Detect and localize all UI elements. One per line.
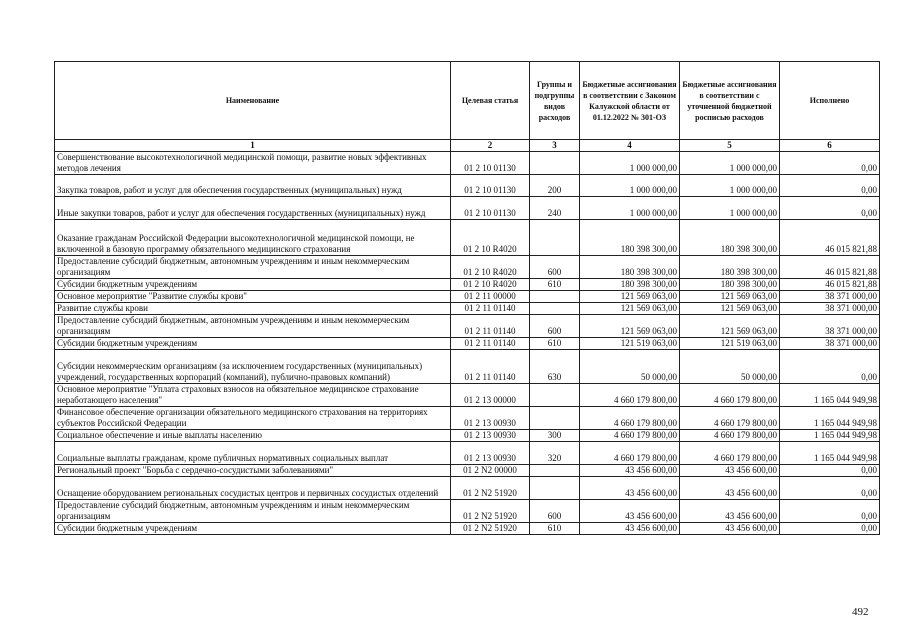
row-law-allocation: 121 569 063,00 bbox=[580, 303, 680, 315]
row-name: Субсидии бюджетным учреждениям bbox=[55, 279, 451, 291]
row-executed: 46 015 821,88 bbox=[780, 279, 880, 291]
row-executed: 0,00 bbox=[780, 197, 880, 220]
row-target: 01 2 11 01140 bbox=[451, 315, 530, 338]
row-executed: 38 371 000,00 bbox=[780, 338, 880, 350]
row-group: 610 bbox=[530, 523, 580, 535]
row-group: 600 bbox=[530, 315, 580, 338]
table-row bbox=[55, 256, 880, 279]
row-name: Субсидии некоммерческим организациям (за исключением государственных (муниципальных) учреждений, государственных корпораций (компаний), публично-правовых компаний) bbox=[55, 350, 451, 384]
table-row bbox=[55, 350, 880, 384]
row-law-allocation: 43 456 600,00 bbox=[580, 477, 680, 500]
row-law-allocation: 180 398 300,00 bbox=[580, 279, 680, 291]
row-executed: 0,00 bbox=[780, 152, 880, 175]
row-group bbox=[530, 152, 580, 175]
header-target: Целевая статья bbox=[451, 62, 530, 140]
row-revised-allocation: 43 456 600,00 bbox=[680, 465, 780, 477]
row-executed: 0,00 bbox=[780, 500, 880, 523]
header-group: Группы и подгруппы видов расходов bbox=[530, 62, 580, 140]
row-executed: 0,00 bbox=[780, 350, 880, 384]
row-target: 01 2 11 01140 bbox=[451, 303, 530, 315]
row-target: 01 2 10 01130 bbox=[451, 175, 530, 197]
header-name: Наименование bbox=[55, 62, 451, 140]
row-revised-allocation: 180 398 300,00 bbox=[680, 256, 780, 279]
row-name: Оказание гражданам Российской Федерации высокотехнологичной медицинской помощи, не включенной в базовую программу обязательного медицинского страхования bbox=[55, 220, 451, 256]
row-name: Финансовое обеспечение организации обязательного медицинского страхования на территориях субъектов Российской Федерации bbox=[55, 407, 451, 430]
row-revised-allocation: 121 519 063,00 bbox=[680, 338, 780, 350]
row-name: Развитие службы крови bbox=[55, 303, 451, 315]
page-number: 492 bbox=[852, 606, 869, 618]
row-target: 01 2 11 00000 bbox=[451, 291, 530, 303]
column-number: 1 bbox=[55, 140, 451, 152]
row-target: 01 2 N2 51920 bbox=[451, 500, 530, 523]
column-number: 5 bbox=[680, 140, 780, 152]
row-name: Субсидии бюджетным учреждениям bbox=[55, 338, 451, 350]
table-row bbox=[55, 152, 880, 175]
row-group: 600 bbox=[530, 500, 580, 523]
table-row bbox=[55, 175, 880, 197]
row-name: Оснащение оборудованием региональных сосудистых центров и первичных сосудистых отделений bbox=[55, 477, 451, 500]
row-target: 01 2 13 00000 bbox=[451, 384, 530, 407]
row-revised-allocation: 1 000 000,00 bbox=[680, 175, 780, 197]
row-target: 01 2 10 01130 bbox=[451, 197, 530, 220]
row-name: Предоставление субсидий бюджетным, автономным учреждениям и иным некоммерческим организациям bbox=[55, 500, 451, 523]
table-row bbox=[55, 477, 880, 500]
row-target: 01 2 13 00930 bbox=[451, 442, 530, 465]
table-row bbox=[55, 291, 880, 303]
row-revised-allocation: 4 660 179 800,00 bbox=[680, 442, 780, 465]
table-header bbox=[55, 62, 880, 152]
table-row bbox=[55, 220, 880, 256]
row-target: 01 2 13 00930 bbox=[451, 430, 530, 442]
row-revised-allocation: 180 398 300,00 bbox=[680, 279, 780, 291]
row-executed: 38 371 000,00 bbox=[780, 291, 880, 303]
row-group: 300 bbox=[530, 430, 580, 442]
row-name: Субсидии бюджетным учреждениям bbox=[55, 523, 451, 535]
row-group bbox=[530, 477, 580, 500]
column-number: 2 bbox=[451, 140, 530, 152]
table-row bbox=[55, 442, 880, 465]
row-revised-allocation: 43 456 600,00 bbox=[680, 477, 780, 500]
row-executed: 1 165 044 949,98 bbox=[780, 442, 880, 465]
row-target: 01 2 11 01140 bbox=[451, 338, 530, 350]
row-law-allocation: 121 569 063,00 bbox=[580, 315, 680, 338]
row-law-allocation: 1 000 000,00 bbox=[580, 197, 680, 220]
row-target: 01 2 10 R4020 bbox=[451, 220, 530, 256]
row-revised-allocation: 43 456 600,00 bbox=[680, 523, 780, 535]
table-row bbox=[55, 279, 880, 291]
row-law-allocation: 1 000 000,00 bbox=[580, 175, 680, 197]
row-target: 01 2 10 R4020 bbox=[451, 256, 530, 279]
header-revised-allocations: Бюджетные ассигнования в соответствии с уточненной бюджетной росписью расходов bbox=[680, 62, 780, 140]
row-executed: 0,00 bbox=[780, 477, 880, 500]
row-revised-allocation: 4 660 179 800,00 bbox=[680, 407, 780, 430]
row-revised-allocation: 43 456 600,00 bbox=[680, 500, 780, 523]
row-target: 01 2 N2 51920 bbox=[451, 477, 530, 500]
row-executed: 46 015 821,88 bbox=[780, 256, 880, 279]
row-law-allocation: 121 519 063,00 bbox=[580, 338, 680, 350]
row-law-allocation: 4 660 179 800,00 bbox=[580, 430, 680, 442]
row-group: 320 bbox=[530, 442, 580, 465]
row-name: Региональный проект "Борьба с сердечно-сосудистыми заболеваниями" bbox=[55, 465, 451, 477]
row-revised-allocation: 121 569 063,00 bbox=[680, 303, 780, 315]
row-group bbox=[530, 220, 580, 256]
row-executed: 46 015 821,88 bbox=[780, 220, 880, 256]
row-group bbox=[530, 465, 580, 477]
row-group: 630 bbox=[530, 350, 580, 384]
row-revised-allocation: 4 660 179 800,00 bbox=[680, 384, 780, 407]
budget-table bbox=[54, 61, 880, 535]
row-executed: 0,00 bbox=[780, 523, 880, 535]
row-law-allocation: 180 398 300,00 bbox=[580, 220, 680, 256]
row-revised-allocation: 50 000,00 bbox=[680, 350, 780, 384]
header-executed: Исполнено bbox=[780, 62, 880, 140]
row-name: Основное мероприятие "Уплата страховых взносов на обязательное медицинское страхование неработающего населения" bbox=[55, 384, 451, 407]
row-name: Совершенствование высокотехнологичной медицинской помощи, развитие новых эффективных методов лечения bbox=[55, 152, 451, 175]
table-row bbox=[55, 500, 880, 523]
row-name: Закупка товаров, работ и услуг для обеспечения государственных (муниципальных) нужд bbox=[55, 175, 451, 197]
row-name: Предоставление субсидий бюджетным, автономным учреждениям и иным некоммерческим организациям bbox=[55, 256, 451, 279]
row-law-allocation: 4 660 179 800,00 bbox=[580, 442, 680, 465]
row-executed: 1 165 044 949,98 bbox=[780, 384, 880, 407]
row-group: 610 bbox=[530, 279, 580, 291]
table-body bbox=[55, 152, 880, 535]
row-executed: 1 165 044 949,98 bbox=[780, 430, 880, 442]
row-revised-allocation: 1 000 000,00 bbox=[680, 197, 780, 220]
table-row bbox=[55, 407, 880, 430]
column-number: 4 bbox=[580, 140, 680, 152]
table-row bbox=[55, 523, 880, 535]
row-executed: 0,00 bbox=[780, 465, 880, 477]
table-row bbox=[55, 338, 880, 350]
row-name: Социальное обеспечение и иные выплаты населению bbox=[55, 430, 451, 442]
row-law-allocation: 180 398 300,00 bbox=[580, 256, 680, 279]
row-name: Социальные выплаты гражданам, кроме публичных нормативных социальных выплат bbox=[55, 442, 451, 465]
row-revised-allocation: 121 569 063,00 bbox=[680, 291, 780, 303]
row-target: 01 2 11 01140 bbox=[451, 350, 530, 384]
row-executed: 1 165 044 949,98 bbox=[780, 407, 880, 430]
row-group bbox=[530, 407, 580, 430]
row-name: Иные закупки товаров, работ и услуг для обеспечения государственных (муниципальных) нужд bbox=[55, 197, 451, 220]
table-row bbox=[55, 197, 880, 220]
table-row bbox=[55, 315, 880, 338]
row-group bbox=[530, 291, 580, 303]
row-executed: 38 371 000,00 bbox=[780, 303, 880, 315]
row-revised-allocation: 1 000 000,00 bbox=[680, 152, 780, 175]
row-target: 01 2 10 01130 bbox=[451, 152, 530, 175]
row-group bbox=[530, 303, 580, 315]
row-group: 610 bbox=[530, 338, 580, 350]
row-revised-allocation: 4 660 179 800,00 bbox=[680, 430, 780, 442]
table-row bbox=[55, 430, 880, 442]
row-executed: 38 371 000,00 bbox=[780, 315, 880, 338]
row-target: 01 2 10 R4020 bbox=[451, 279, 530, 291]
row-group: 240 bbox=[530, 197, 580, 220]
row-name: Предоставление субсидий бюджетным, автономным учреждениям и иным некоммерческим организациям bbox=[55, 315, 451, 338]
row-target: 01 2 N2 00000 bbox=[451, 465, 530, 477]
row-law-allocation: 50 000,00 bbox=[580, 350, 680, 384]
row-law-allocation: 121 569 063,00 bbox=[580, 291, 680, 303]
row-group: 200 bbox=[530, 175, 580, 197]
row-law-allocation: 1 000 000,00 bbox=[580, 152, 680, 175]
row-law-allocation: 43 456 600,00 bbox=[580, 500, 680, 523]
row-law-allocation: 4 660 179 800,00 bbox=[580, 384, 680, 407]
row-group: 600 bbox=[530, 256, 580, 279]
header-law-allocations: Бюджетные ассигнования в соответствии с Законом Калужской области от 01.12.2022 № 301-ОЗ bbox=[580, 62, 680, 140]
row-law-allocation: 4 660 179 800,00 bbox=[580, 407, 680, 430]
row-group bbox=[530, 384, 580, 407]
row-law-allocation: 43 456 600,00 bbox=[580, 465, 680, 477]
table-row bbox=[55, 303, 880, 315]
row-name: Основное мероприятие "Развитие службы крови" bbox=[55, 291, 451, 303]
row-target: 01 2 13 00930 bbox=[451, 407, 530, 430]
row-executed: 0,00 bbox=[780, 175, 880, 197]
table-row bbox=[55, 384, 880, 407]
column-number: 3 bbox=[530, 140, 580, 152]
row-law-allocation: 43 456 600,00 bbox=[580, 523, 680, 535]
row-revised-allocation: 180 398 300,00 bbox=[680, 220, 780, 256]
row-revised-allocation: 121 569 063,00 bbox=[680, 315, 780, 338]
row-target: 01 2 N2 51920 bbox=[451, 523, 530, 535]
column-number: 6 bbox=[780, 140, 880, 152]
table-row bbox=[55, 465, 880, 477]
